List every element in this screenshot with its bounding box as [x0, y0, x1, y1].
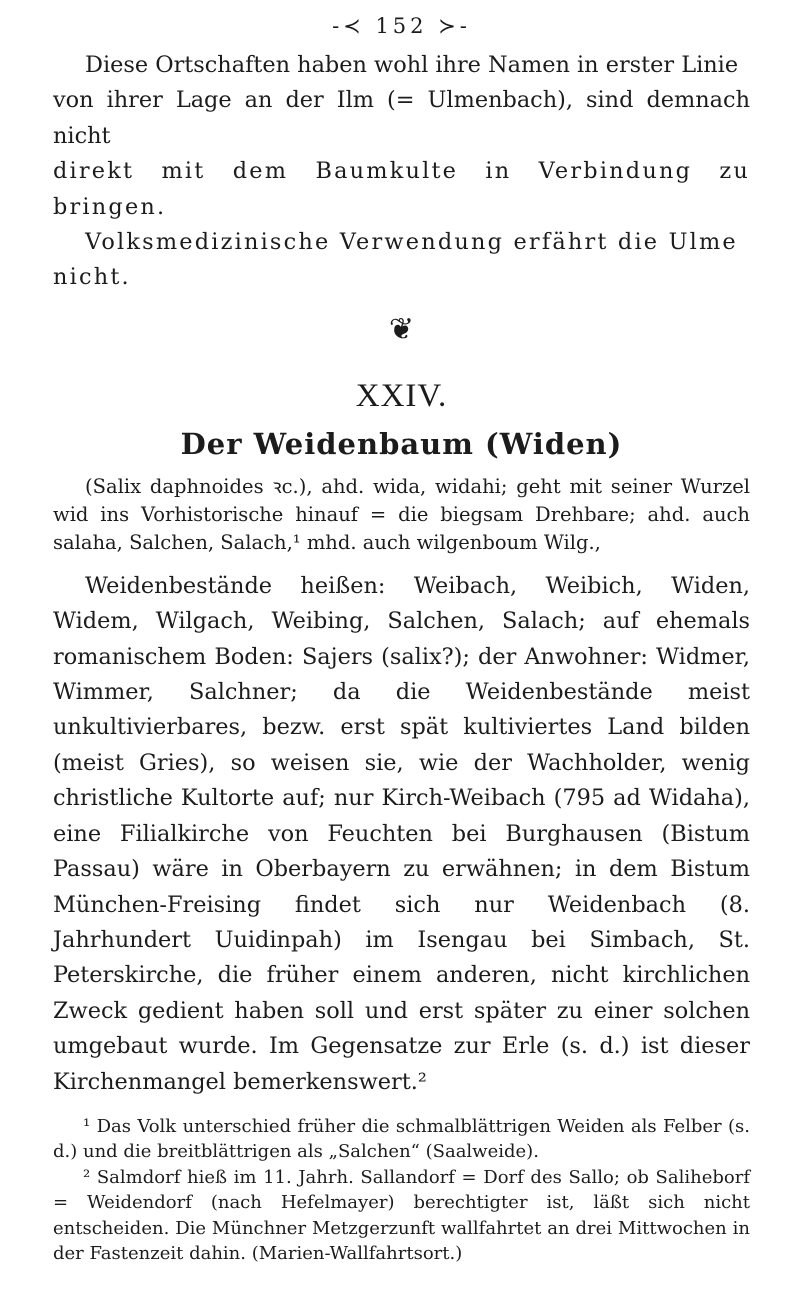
- footnotes: [53, 1114, 750, 1267]
- main-paragraph: Weidenbestände heißen: Weibach, Weibich, Widen, Widem, Wilgach, Weibing, Salchen, Salach; auf ehemals romanischem Boden: Sajers (salix?); der Anwohner: Widmer, Wimmer, Salchner; da die Weidenbestände meist unkultivierbares, bezw. erst spät kultiviertes Land bilden (meist Gries), so weisen sie, wie der Wachholder, wenig christliche Kultorte auf; nur Kirch-Weibach (795 ad Widaha), eine Filialkirche von Feuchten bei Burghausen (Bistum Passau) wäre in Oberbayern zu erwähnen; in dem Bistum München-Freising findet sich nur Weidenbach (8. Jahrhundert Uuidinpah) im Isengau bei Simbach, St. Peterskirche, die früher einem anderen, nicht kirchlichen Zweck gedient haben soll und erst später zu einer solchen umgebaut wurde. Im Gegensatze zur Erle (s. d.) ist dieser Kirchenmangel bemerkenswert.²: [53, 572, 750, 1095]
- intro-paragraph: [53, 48, 750, 296]
- chapter-number: XXIV.: [355, 377, 448, 414]
- intro-line: nicht.: [53, 264, 131, 291]
- footnote-2: ² Salmdorf hieß im 11. Jahrh. Sallandorf = Dorf des Sallo; ob Saliheborf = Weidendorf (nach Hefelmayer) berechtigter ist, läßt sich nicht entscheiden. Die Münchner Metzgerzunft wallfahrtet an drei Mittwochen in der Fastenzeit dahin. (Marien-Wallfahrtsort.): [53, 1166, 750, 1265]
- fleuron-ornament-icon: ❦: [388, 311, 415, 347]
- footnote-1: ¹ Das Volk unterschied früher die schmalblättrigen Weiden als Felber (s. d.) und die breitblättrigen als „Salchen“ (Saalweide).: [53, 1115, 750, 1163]
- intro-line: Diese Ortschaften haben wohl ihre Namen in erster Linie: [85, 52, 739, 78]
- chapter-title: Der Weidenbaum (Widen): [180, 426, 623, 461]
- intro-line: Volksmedizinische Verwendung erfährt die Ulme: [85, 229, 738, 256]
- etymology-note: (Salix daphnoides ꝛc.), ahd. wida, widahi; geht mit seiner Wurzel wid ins Vorhistorische hinauf = die biegsam Drehbare; ahd. auch salaha, Salchen, Salach,¹ mhd. auch wilgenboum Wilg.,: [53, 474, 750, 554]
- intro-line: von ihrer Lage an der Ilm (= Ulmenbach), sind demnach nicht: [53, 87, 750, 149]
- page-number-header: -≺ 152 ≻-: [332, 14, 471, 38]
- intro-line: direkt mit dem Baumkulte in Verbindung zu bringen.: [53, 158, 750, 220]
